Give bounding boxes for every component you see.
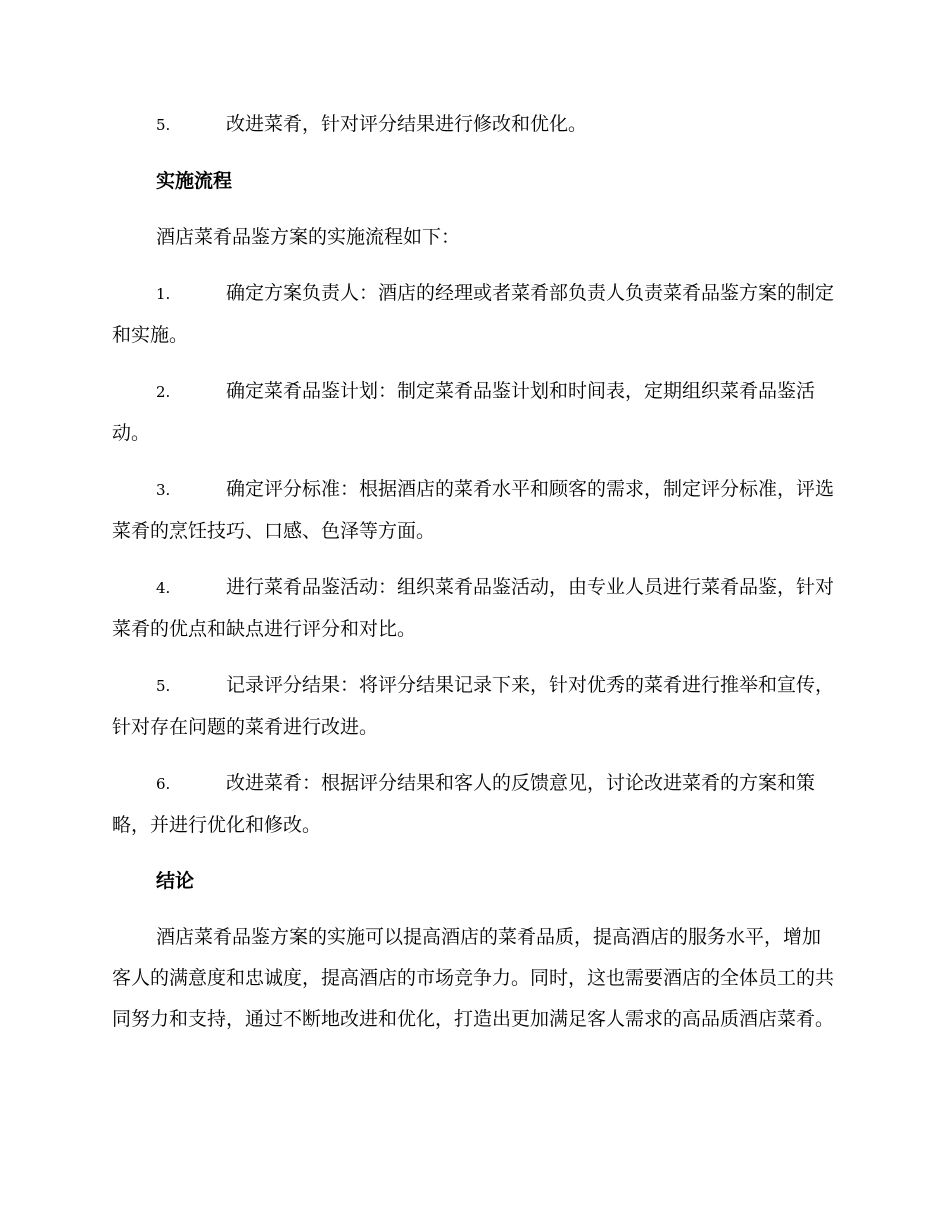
list-item	[112, 665, 834, 748]
list-number: 3.	[156, 481, 171, 499]
list-number: 5.	[156, 677, 171, 695]
list-text: 记录评分结果：将评分结果记录下来，针对优秀的菜肴进行推举和宣传，针对存在问题的菜肴进行改进。	[112, 674, 835, 738]
conclusion-paragraph: 酒店菜肴品鉴方案的实施可以提高酒店的菜肴品质，提高酒店的服务水平，增加客人的满意度和忠诚度，提高酒店的市场竞争力。同时，这也需要酒店的全体员工的共同努力和支持，通过不断地改进和优化，打造出更加满足客人需求的高品质酒店菜肴。	[112, 926, 835, 1030]
intro-paragraph: 酒店菜肴品鉴方案的实施流程如下：	[156, 226, 461, 248]
list-text: 改进菜肴，针对评分结果进行修改和优化。	[226, 113, 588, 135]
list-text: 进行菜肴品鉴活动：组织菜肴品鉴活动，由专业人员进行菜肴品鉴，针对菜肴的优点和缺点进行评分和对比。	[112, 576, 835, 640]
section-heading-implementation: 实施流程	[156, 170, 233, 192]
section-heading-conclusion: 结论	[156, 870, 195, 892]
list-number: 4.	[156, 579, 171, 597]
document-page	[112, 104, 834, 1055]
list-text: 确定方案负责人：酒店的经理或者菜肴部负责人负责菜肴品鉴方案的制定和实施。	[112, 282, 835, 346]
list-item	[112, 469, 834, 552]
list-text: 确定菜肴品鉴计划：制定菜肴品鉴计划和时间表，定期组织菜肴品鉴活动。	[112, 380, 816, 444]
list-number: 5.	[156, 116, 171, 134]
list-number: 2.	[156, 383, 171, 401]
list-number: 1.	[156, 285, 171, 303]
list-item	[112, 763, 834, 846]
list-text: 改进菜肴：根据评分结果和客人的反馈意见，讨论改进菜肴的方案和策略，并进行优化和修改。	[112, 772, 816, 836]
list-item	[112, 567, 834, 650]
list-text: 确定评分标准：根据酒店的菜肴水平和顾客的需求，制定评分标准，评选菜肴的烹饪技巧、口感、色泽等方面。	[112, 478, 835, 542]
list-number: 6.	[156, 775, 171, 793]
list-item	[112, 371, 834, 454]
list-item	[112, 104, 834, 146]
list-item	[112, 273, 834, 356]
